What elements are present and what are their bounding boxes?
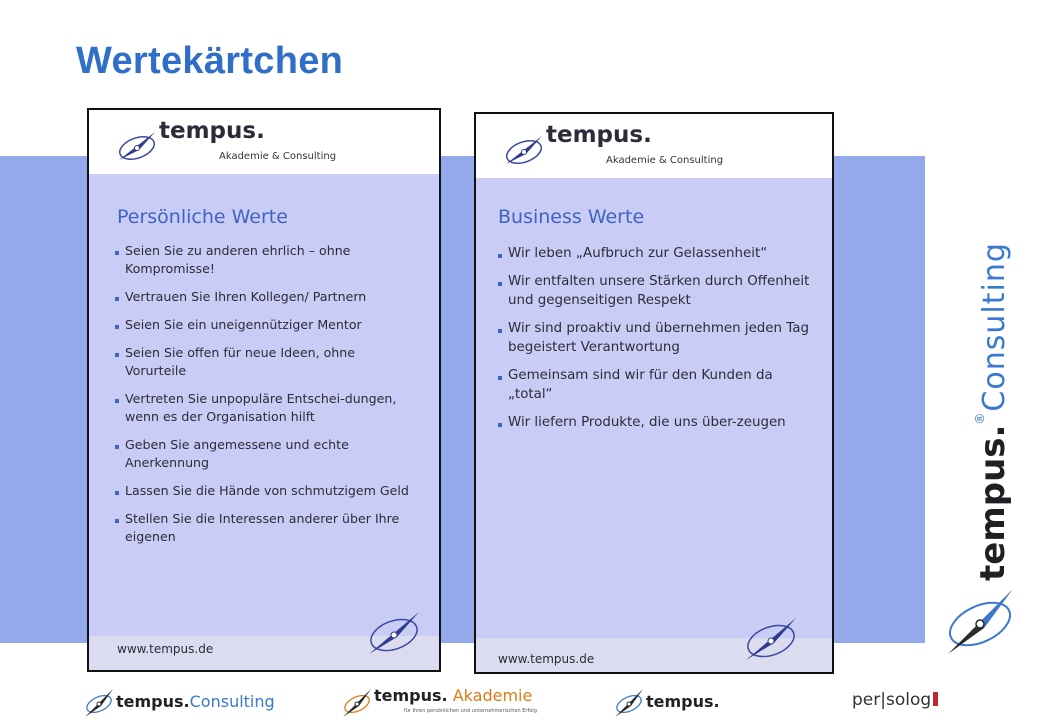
side-logo (933, 236, 1013, 596)
compass-icon (340, 686, 374, 720)
list-item: Wir liefern Produkte, die uns über-zeugen (498, 413, 810, 432)
values-list (498, 244, 810, 441)
compass-icon (612, 686, 646, 720)
footer-suffix: Consulting (189, 692, 275, 711)
list-item: Wir entfalten unsere Stärken durch Offenheit und gegenseitigen Respekt (498, 272, 810, 310)
footer-logo-consulting (82, 684, 282, 720)
side-logo-suffix: Consulting (977, 242, 1012, 412)
list-item: Vertreten Sie unpopuläre Entschei-dungen, wenn es der Organisation hilft (115, 390, 417, 426)
compass-icon (740, 608, 802, 670)
footer-tagline: für Ihren persönlichen und unternehmerischen Erfolg (404, 708, 537, 714)
list-item: Seien Sie zu anderen ehrlich – ohne Kompromisse! (115, 242, 417, 278)
card-heading: Persönliche Werte (117, 206, 288, 228)
compass-icon (82, 686, 116, 720)
footer-logo-persolog (852, 684, 942, 720)
persolog-mark (933, 692, 938, 706)
list-item: Gemeinsam sind wir für den Kunden da „total“ (498, 366, 810, 404)
list-item: Stellen Sie die Interessen anderer über Ihre eigenen (115, 510, 417, 546)
persolog-text: per|solog (852, 690, 932, 710)
card-url: www.tempus.de (117, 642, 214, 656)
card-subtitle: Akademie & Consulting (606, 155, 724, 166)
slide-title: Wertekärtchen (76, 40, 344, 82)
values-card-personal (87, 108, 441, 672)
compass-icon (938, 580, 1022, 664)
list-item: Vertrauen Sie Ihren Kollegen/ Partnern (115, 288, 417, 306)
list-item: Wir leben „Aufbruch zur Gelassenheit“ (498, 244, 810, 263)
compass-icon (363, 602, 425, 664)
side-logo-reg: ® (973, 411, 987, 425)
card-header (89, 110, 439, 174)
side-logo-brand: tempus. (973, 424, 1013, 581)
list-item: Wir sind proaktiv und übernehmen jeden Tag begeistert Verantwortung (498, 319, 810, 357)
footer-logo-akademie (340, 684, 560, 720)
footer-brand: tempus. (646, 692, 720, 711)
values-list (115, 242, 417, 556)
side-logo-text (973, 242, 1013, 581)
card-heading: Business Werte (498, 206, 645, 228)
list-item: Lassen Sie die Hände von schmutzigem Geld (115, 482, 417, 500)
card-subtitle: Akademie & Consulting (219, 151, 337, 162)
card-url: www.tempus.de (498, 652, 595, 666)
card-brand: tempus. (546, 122, 652, 148)
card-brand: tempus. (159, 118, 265, 144)
compass-icon (502, 128, 546, 172)
footer-suffix: Akademie (452, 686, 533, 705)
card-header (476, 114, 832, 178)
compass-icon (115, 124, 159, 168)
list-item: Seien Sie offen für neue Ideen, ohne Vorurteile (115, 344, 417, 380)
values-card-business (474, 112, 834, 674)
list-item: Seien Sie ein uneigennütziger Mentor (115, 316, 417, 334)
footer-logo-tempus (612, 684, 742, 720)
footer-logos (0, 684, 1040, 720)
list-item: Geben Sie angemessene und echte Anerkennung (115, 436, 417, 472)
footer-brand: tempus. (374, 686, 448, 705)
footer-brand: tempus. (116, 692, 190, 711)
